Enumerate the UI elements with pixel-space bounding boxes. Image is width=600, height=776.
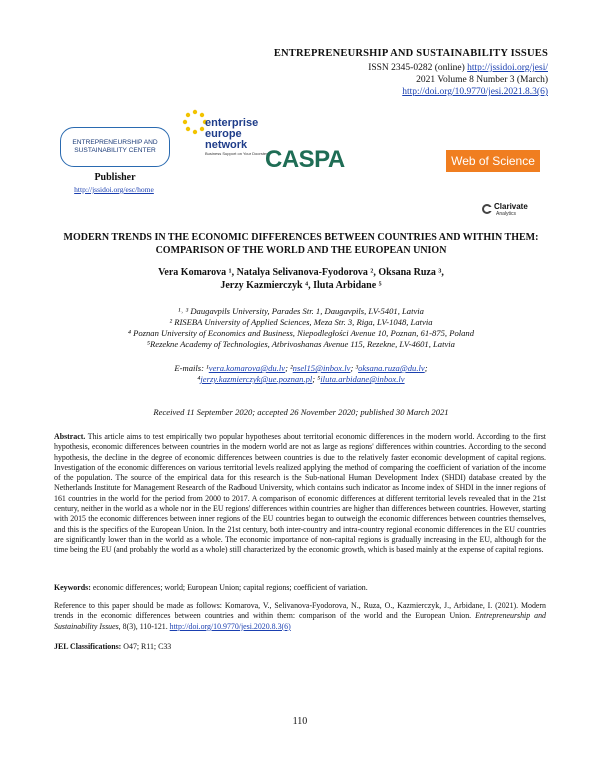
- issn-line: [368, 62, 548, 74]
- reference-suffix: , 8(3), 110-121.: [118, 621, 170, 631]
- wos-text: Web of Science: [451, 154, 535, 168]
- publisher-url: [54, 185, 174, 194]
- een-logo: [205, 118, 258, 151]
- email-link-1[interactable]: vera.komarova@du.lv: [208, 363, 286, 373]
- affiliation-4: ⁵Rezekne Academy of Technologies, Atbrivoshanas Avenue 115, Rezekne, LV-4601, Latvia: [147, 339, 455, 349]
- clarivate-sub: Analytics: [496, 211, 517, 217]
- publisher-label: Publisher: [94, 172, 136, 183]
- article-title: MODERN TRENDS IN THE ECONOMIC DIFFERENCES BETWEEN COUNTRIES AND WITHIN THEM: COMPARISON OF THE WORLD AND THE EUROPEAN UNION: [63, 232, 539, 256]
- esc-logo: [60, 127, 170, 167]
- clarivate-icon: [482, 204, 492, 214]
- affiliation-3: ⁴ Poznan University of Economics and Business, Niepodległości Avenue 10, Poznan, 61-875, Poland: [127, 328, 475, 338]
- doi-line: [402, 86, 548, 98]
- journal-title: ENTREPRENEURSHIP AND SUSTAINABILITY ISSUES: [273, 48, 548, 59]
- esc-logo-text: ENTREPRENEURSHIP AND SUSTAINABILITY CENTER: [72, 139, 158, 154]
- affiliation-1: ¹˒ ³ Daugavpils University, Parades Str. 1, Daugavpils, LV-5401, Latvia: [178, 306, 424, 316]
- affiliations: [56, 306, 546, 350]
- web-of-science-logo: [446, 150, 540, 172]
- keywords: [54, 583, 546, 593]
- email-link-4[interactable]: jerzy.kazmierczyk@ue.poznan.pl: [200, 374, 313, 384]
- authors: [56, 266, 546, 292]
- clarivate-logo: Clarivate: [494, 202, 528, 211]
- abstract: [54, 432, 546, 556]
- authors-line2: Jerzy Kazmierczyk ⁴, Iluta Arbidane ⁵: [220, 280, 382, 291]
- doi-link[interactable]: http://doi.org/10.9770/jesi.2021.8.3(6): [402, 87, 548, 97]
- caspa-logo: CASPA: [265, 146, 345, 173]
- issn-text: ISSN 2345-0282 (online): [368, 63, 468, 73]
- een-line2: europe: [205, 128, 242, 140]
- keywords-label: Keywords:: [54, 583, 91, 592]
- emails-prefix: E-mails: ¹: [174, 363, 209, 373]
- emails: E-mails: ¹vera.komarova@du.lv; ²nsel15@inbox.lv; ³oksana.ruza@du.lv; ⁴jerzy.kazmierczyk@ue.poznan.pl; ⁵iluta.arbidane@inbox.lv: [174, 363, 428, 384]
- affiliation-2: ² RISEBA University of Applied Sciences, Meza Str. 3, Riga, LV-1048, Latvia: [169, 317, 433, 327]
- authors-line1: Vera Komarova ¹, Natalya Selivanova-Fyodorova ², Oksana Ruza ³,: [158, 267, 444, 278]
- email-link-2[interactable]: nsel15@inbox.lv: [292, 363, 351, 373]
- abstract-label: Abstract.: [54, 432, 86, 441]
- jel-classifications: [54, 642, 546, 651]
- reference-doi-link[interactable]: http://doi.org/10.9770/jesi.2020.8.3(6): [169, 621, 291, 631]
- reference: [54, 601, 546, 632]
- page-number: 110: [292, 716, 308, 727]
- volume-line: 2021 Volume 8 Number 3 (March): [416, 75, 548, 85]
- abstract-text: This article aims to test empirically two popular hypotheses about territorial economic differences in the modern world. According to the first hypothesis, economic differences between countries in the modern world are not as large as regions' differences within countries. According to the second hypothesis, the decline in the degree of economic differences between countries is due to the relatively faster economic development of capital regions. Investigation of the economic differences on various territorial levels realized applying the method of comparing the coefficient of variation of the income of the population. The source of the empirical data for this research is the Sub-national Human Development Index (SHDI) database created by the Netherlands Institute for Management Research of the Radboud University, which contains such indicator as Income index of SHDI in the inner regions of 161 countries in the world for the period from 2000 to 2017. A comparison of economic differences at different territorial levels revealed that in the 21st century, neither in the world as a whole nor in the EU regions' differences within countries are higher than differences between countries. However, starting with 2015 the economic differences between inner regions of the EU countries began to outweigh the economic differences between countries themselves, and this is the specifics of the European Union. In the 21st century, both inter-country and intra-country regional economic differences in the EU countries are significantly lower than in the world as a whole. The economic importance of non-capital regions is gradually increasing in the EU, although for the time being the EU (and probably the world as a whole) still characterized by the economic growth, which is based mainly at the expense of capital regions.: [54, 432, 546, 555]
- email-link-5[interactable]: iluta.arbidane@inbox.lv: [320, 374, 405, 384]
- een-tagline: Business Support on Your Doorstep: [205, 151, 269, 156]
- journal-url-link[interactable]: http://jssidoi.org/jesi/: [467, 63, 548, 73]
- email-link-3[interactable]: oksana.ruza@du.lv: [358, 363, 425, 373]
- een-line1: enterprise: [205, 117, 259, 129]
- keywords-text: economic differences; world; European Union; capital regions; coefficient of variation.: [92, 583, 368, 592]
- jel-text: O47; R11; C33: [123, 642, 172, 651]
- received-dates: Received 11 September 2020; accepted 26 November 2020; published 30 March 2021: [153, 407, 449, 417]
- publisher-link[interactable]: http://jssidoi.org/esc/home: [74, 185, 154, 194]
- jel-label: JEL Classifications:: [54, 642, 122, 651]
- reference-journal: Entrepreneurship and Sustainability Issues: [54, 611, 546, 631]
- reference-prefix: Reference to this paper should be made as follows: Komarova, V., Selivanova-Fyodorova, N., Ruza, O., Kazmierczyk, J., Arbidane, I. (2021). Modern trends in the economic differences between countries and within them: comparison of the world and the European Union.: [54, 601, 546, 621]
- een-line3: network: [205, 139, 248, 151]
